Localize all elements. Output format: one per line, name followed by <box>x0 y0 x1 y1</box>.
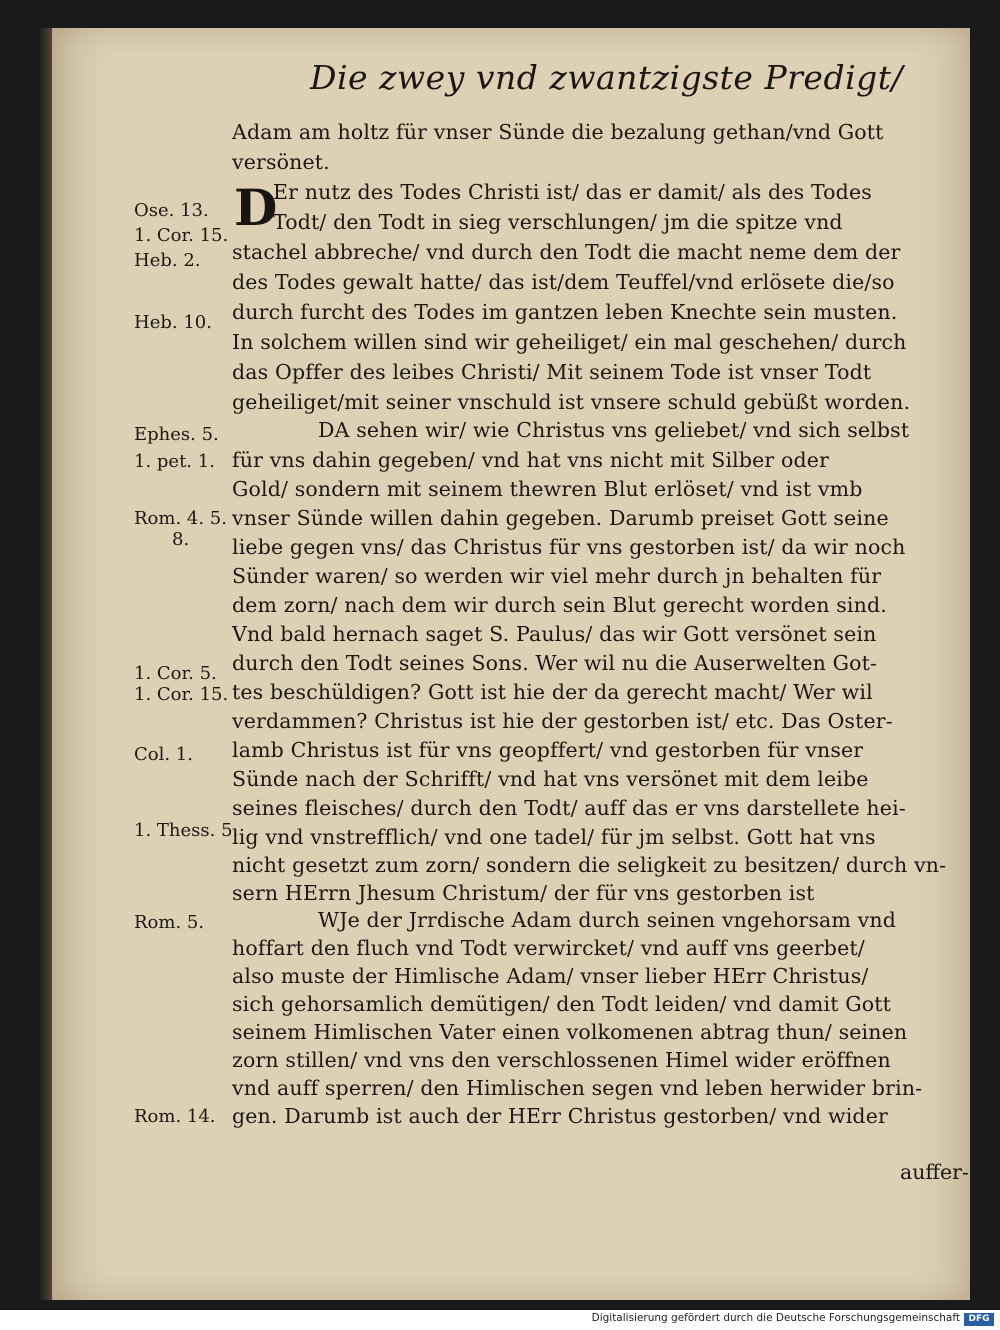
margin-reference: Rom. 5. <box>134 912 205 933</box>
text-line: lamb Christus ist für vns geopffert/ vnd gestorben für vnser <box>232 738 864 762</box>
text-line: für vns dahin gegeben/ vnd hat vns nicht mit Silber oder <box>232 448 830 472</box>
text-line: In solchem willen sind wir geheiliget/ ein mal geschehen/ durch <box>232 330 907 354</box>
dfg-logo: DFG <box>964 1313 994 1326</box>
text-line: durch furcht des Todes im gantzen leben Knechte sein musten. <box>232 300 898 324</box>
text-line: Gold/ sondern mit seinem thewren Blut erlöset/ vnd ist vmb <box>232 477 863 501</box>
margin-reference: Heb. 2. <box>134 250 201 271</box>
text-line: gen. Darumb ist auch der HErr Christus gestorben/ vnd wider <box>232 1104 888 1128</box>
catchword: auffer- <box>900 1160 969 1184</box>
margin-reference: Ephes. 5. <box>134 424 219 445</box>
text-line: stachel abbreche/ vnd durch den Todt die macht neme dem der <box>232 240 901 264</box>
margin-reference: Rom. 14. <box>134 1106 216 1127</box>
text-line: nicht gesetzt zum zorn/ sondern die seligkeit zu besitzen/ durch vn- <box>232 853 947 877</box>
margin-reference: 1. pet. 1. <box>134 451 215 472</box>
margin-reference: 1. Cor. 5. <box>134 663 217 684</box>
text-line: vnd auff sperren/ den Himlischen segen vnd leben herwider brin- <box>232 1076 923 1100</box>
text-line: also muste der Himlische Adam/ vnser lieber HErr Christus/ <box>232 964 869 988</box>
margin-reference: Heb. 10. <box>134 312 212 333</box>
text-line: des Todes gewalt hatte/ das ist/dem Teuffel/vnd erlösete die/so <box>232 270 895 294</box>
running-head: Die zwey vnd zwantzigste Predigt/ <box>310 58 904 97</box>
margin-reference: 1. Thess. 5. <box>134 820 239 841</box>
text-line: Vnd bald hernach saget S. Paulus/ das wir Gott versönet sein <box>232 622 877 646</box>
text-line: tes beschüldigen? Gott ist hie der da gerecht macht/ Wer wil <box>232 680 873 704</box>
margin-reference: Col. 1. <box>134 744 193 765</box>
margin-reference: Ose. 13. <box>134 200 209 221</box>
text-line: seines fleisches/ durch den Todt/ auff das er vns darstellete hei- <box>232 796 906 820</box>
text-line: zorn stillen/ vnd vns den verschlossenen Himel wider eröffnen <box>232 1048 891 1072</box>
text-line: sern HErrn Jhesum Christum/ der für vns gestorben ist <box>232 881 815 905</box>
text-line: Sünde nach der Schrifft/ vnd hat vns versönet mit dem leibe <box>232 767 869 791</box>
margin-reference: 1. Cor. 15. <box>134 225 229 246</box>
text-line: Er nutz des Todes Christi ist/ das er damit/ als des Todes <box>273 180 872 204</box>
margin-reference: Rom. 4. 5. <box>134 508 227 529</box>
margin-reference: 1. Cor. 15. <box>134 684 229 705</box>
text-line: dem zorn/ nach dem wir durch sein Blut gerecht worden sind. <box>232 593 887 617</box>
funding-notice: Digitalisierung gefördert durch die Deutsche Forschungsgemeinschaft <box>591 1312 960 1324</box>
text-line: durch den Todt seines Sons. Wer wil nu die Auserwelten Got- <box>232 651 878 675</box>
text-line: hoffart den fluch vnd Todt verwircket/ vnd auff vns geerbet/ <box>232 936 865 960</box>
text-line: DA sehen wir/ wie Christus vns geliebet/ vnd sich selbst <box>318 418 910 442</box>
text-line: vnser Sünde willen dahin gegeben. Darumb preiset Gott seine <box>232 506 889 530</box>
margin-reference: 8. <box>172 529 190 550</box>
text-line: Adam am holtz für vnser Sünde die bezalung gethan/vnd Gott <box>232 120 884 144</box>
text-line: das Opffer des leibes Christi/ Mit seinem Tode ist vnser Todt <box>232 360 872 384</box>
footer-bar <box>0 1310 1000 1330</box>
text-line: geheiliget/mit seiner vnschuld ist vnsere schuld gebüßt worden. <box>232 390 911 414</box>
text-line: Todt/ den Todt in sieg verschlungen/ jm die spitze vnd <box>273 210 843 234</box>
text-line: seinem Himlischen Vater einen volkomenen abtrag thun/ seinen <box>232 1020 908 1044</box>
text-line: verdammen? Christus ist hie der gestorben ist/ etc. Das Oster- <box>232 709 893 733</box>
text-line: Sünder waren/ so werden wir viel mehr durch jn behalten für <box>232 564 882 588</box>
text-line: versönet. <box>232 150 330 174</box>
text-line: sich gehorsamlich demütigen/ den Todt leiden/ vnd damit Gott <box>232 992 892 1016</box>
text-line: liebe gegen vns/ das Christus für vns gestorben ist/ da wir noch <box>232 535 906 559</box>
initial-letter: D <box>234 178 278 237</box>
text-line: WJe der Jrrdische Adam durch seinen vngehorsam vnd <box>318 908 897 932</box>
text-line: lig vnd vnstrefflich/ vnd one tadel/ für jm selbst. Gott hat vns <box>232 825 876 849</box>
